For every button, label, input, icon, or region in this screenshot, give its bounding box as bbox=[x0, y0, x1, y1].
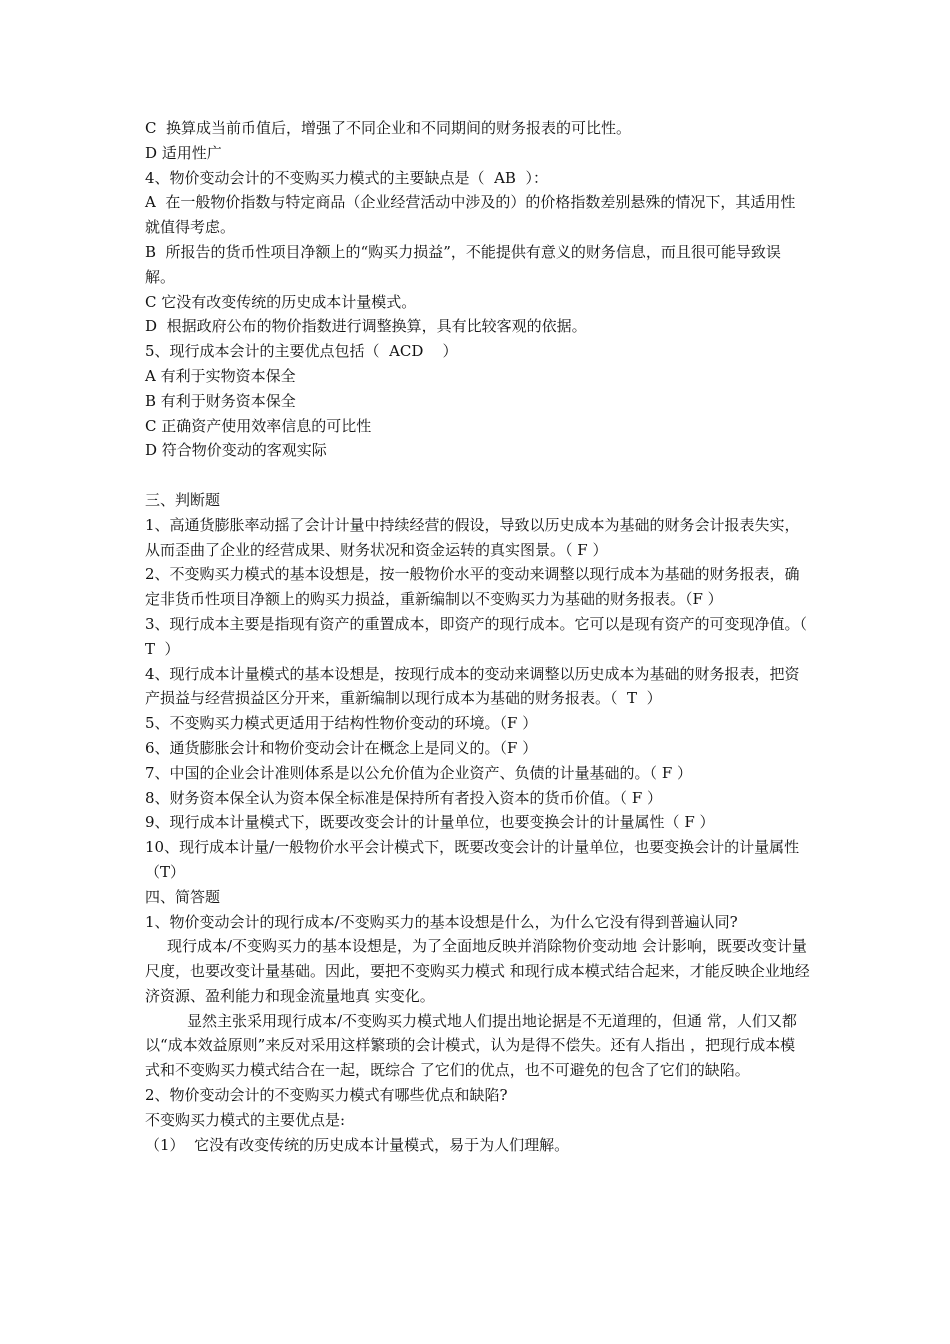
answer-paragraph-2: 显然主张采用现行成本/不变购买力模式地人们提出地论据是不无道理的，但通 常，人们又都 以“成本效益原则”来反对采用这样繁琐的会计模式，认为是得不偿失。还有人指出 ，把现行成本模式和不变购买力模式结合在一起，既综合 了它们的优点，也不可避免的包含了它们的缺陷。 bbox=[145, 1011, 802, 1080]
judgement-item: 5、不变购买力模式更适用于结构性物价变动的环境。（F ） bbox=[145, 714, 538, 733]
option-d-line: D 适用性广 bbox=[145, 143, 222, 162]
judgement-item: 8、财务资本保全认为资本保全标准是保持所有者投入资本的货币价值。（ F ） bbox=[145, 788, 662, 807]
judgement-item: 10、现行成本计量/一般物价水平会计模式下，既要改变会计的计量单位，也要变换会计的计量属性（T） bbox=[145, 838, 800, 881]
judgement-item: 9、现行成本计量模式下，既要改变会计的计量单位，也要变换会计的计量属性（ F ） bbox=[145, 813, 715, 832]
option-b-line: B 有利于财务资本保全 bbox=[145, 391, 296, 410]
option-c-line: C 正确资产使用效率信息的可比性 bbox=[145, 416, 372, 435]
section-gap bbox=[145, 463, 810, 488]
judgement-item: 1、高通货膨胀率动摇了会计计量中持续经营的假设，导致以历史成本为基础的财务会计报表失实，从而歪曲了企业的经营成果、财务状况和资金运转的真实图景。（ F ） bbox=[145, 515, 800, 559]
document-page bbox=[145, 116, 810, 1157]
option-d-line: D 根据政府公布的物价指数进行调整换算，具有比较客观的依据。 bbox=[145, 317, 587, 336]
judgement-item: 4、现行成本计量模式的基本设想是，按现行成本的变动来调整以历史成本为基础的财务报表，把资产损益与经营损益区分开来，重新编制以现行成本为基础的财务报表。（ T ） bbox=[145, 664, 800, 708]
question-4: 4、物价变动会计的不变购买力模式的主要缺点是（ AB ）： bbox=[145, 168, 548, 187]
judgement-item: 2、不变购买力模式的基本设想是，按一般物价水平的变动来调整以现行成本为基础的财务报表，确定非货币性项目净额上的购买力损益，重新编制以不变购买力为基础的财务报表。（F ） bbox=[145, 565, 800, 609]
judgement-item: 3、现行成本主要是指现有资产的重置成本，即资产的现行成本。它可以是现有资产的可变现净值。（ T ） bbox=[145, 614, 812, 658]
short-answer-question-1: 1、物价变动会计的现行成本/不变购买力的基本设想是什么，为什么它没有得到普遍认同? bbox=[145, 912, 738, 931]
answer-paragraph-1: 现行成本/不变购买力的基本设想是，为了全面地反映并消除物价变动地 会计影响，既要改变计量尺度，也要改变计量基础。因此，要把不变购买力模式 和现行成本模式结合起来，才能反映企业地经济资源、盈利能力和现金流量地真 实变化。 bbox=[145, 937, 810, 1005]
answer-paragraph-3: 不变购买力模式的主要优点是: bbox=[145, 1110, 346, 1129]
option-c-line: C 换算成当前币值后，增强了不同企业和不同期间的财务报表的可比性。 bbox=[145, 119, 632, 137]
question-5: 5、现行成本会计的主要优点包括（ ACD ） bbox=[145, 342, 458, 361]
answer-paragraph-4: （1） 它没有改变传统的历史成本计量模式，易于为人们理解。 bbox=[145, 1135, 570, 1154]
judgement-item: 7、中国的企业会计准则体系是以公允价值为企业资产、负债的计量基础的。（ F ） bbox=[145, 763, 692, 782]
section-heading-judgement: 三、判断题 bbox=[145, 490, 221, 509]
option-c-line: C 它没有改变传统的历史成本计量模式。 bbox=[145, 292, 417, 311]
option-a-line: A 有利于实物资本保全 bbox=[145, 366, 296, 385]
short-answer-question-2: 2、物价变动会计的不变购买力模式有哪些优点和缺陷? bbox=[145, 1086, 508, 1105]
option-d-line: D 符合物价变动的客观实际 bbox=[145, 441, 327, 460]
judgement-item: 6、通货膨胀会计和物价变动会计在概念上是同义的。（F ） bbox=[145, 738, 538, 757]
option-a-line: A 在一般物价指数与特定商品（企业经营活动中涉及的）的价格指数差别悬殊的情况下，其适用性就值得考虑。 bbox=[145, 193, 796, 237]
option-b-line: B 所报告的货币性项目净额上的“购买力损益”，不能提供有意义的财务信息，而且很可能导致误解。 bbox=[145, 242, 781, 286]
section-heading-short-answer: 四、简答题 bbox=[145, 887, 221, 906]
